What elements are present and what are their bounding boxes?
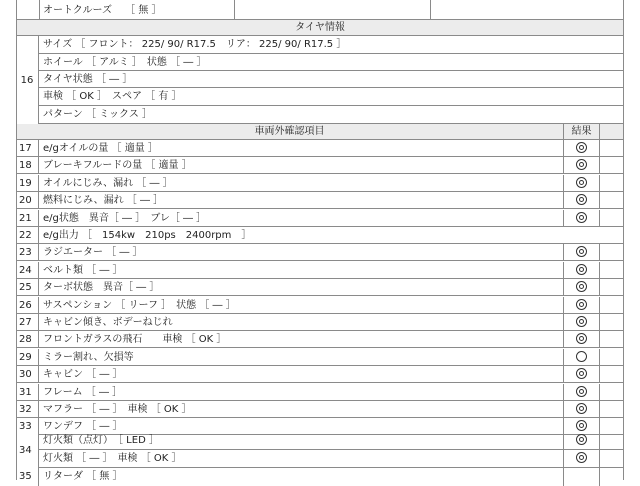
note-cell	[599, 175, 624, 191]
double-circle-icon	[576, 299, 587, 310]
item-number: 29	[16, 349, 39, 365]
result-mark	[563, 401, 599, 417]
double-circle-icon	[576, 403, 587, 414]
note-cell	[599, 331, 624, 347]
tire-line	[16, 54, 624, 71]
note-cell	[599, 140, 624, 156]
copy-icon[interactable]	[599, 124, 624, 139]
note-cell	[599, 314, 624, 330]
result-mark	[563, 244, 599, 260]
double-circle-icon	[576, 452, 587, 463]
table-row	[16, 192, 624, 209]
tire-line-text: タイヤ状態 ［ ― ］	[43, 74, 133, 85]
item-number: 28	[16, 331, 39, 347]
item-text: e/g出力 ［ 154kw 210ps 2400rpm ］	[43, 230, 252, 241]
tire-line	[16, 71, 624, 88]
divider	[430, 0, 431, 20]
double-circle-icon	[576, 194, 587, 205]
note-cell	[599, 384, 624, 400]
tire-line-text: パターン ［ ミックス ］	[43, 109, 153, 120]
note-cell	[599, 468, 624, 486]
result-mark	[563, 349, 599, 365]
tire-line	[16, 106, 624, 124]
table-row	[16, 227, 624, 244]
double-circle-icon	[576, 386, 587, 397]
item-number: 25	[16, 279, 39, 295]
inspection-sheet	[16, 0, 624, 480]
double-circle-icon	[576, 159, 587, 170]
table-row	[16, 366, 624, 383]
divider	[234, 0, 235, 20]
table-row	[16, 210, 624, 227]
double-circle-icon	[576, 246, 587, 257]
double-circle-icon	[576, 264, 587, 275]
double-circle-icon	[576, 434, 587, 445]
note-cell	[599, 450, 624, 467]
note-cell	[599, 279, 624, 295]
item-number: 31	[16, 384, 39, 400]
item-text: 燃料にじみ、漏れ ［ ― ］	[43, 195, 164, 206]
item-text: e/gオイルの量 ［ 適量 ］	[43, 143, 158, 154]
item-text: リターダ ［ 無 ］	[43, 471, 123, 482]
item-text: ベルト類 ［ ― ］	[43, 265, 123, 276]
note-cell	[599, 432, 624, 449]
item-text: ワンデフ ［ ― ］	[43, 421, 123, 432]
double-circle-icon	[576, 281, 587, 292]
result-mark	[563, 279, 599, 295]
double-circle-icon	[576, 420, 587, 431]
tire-line-text: サイズ ［ フロント： 225/ 90/ R17.5 リア： 225/ 90/ R17.5 ］	[43, 39, 347, 50]
note-cell	[599, 262, 624, 278]
note-cell	[599, 366, 624, 382]
table-row	[16, 314, 624, 331]
table-row	[16, 157, 624, 174]
result-cell	[563, 468, 599, 486]
item-number: 27	[16, 314, 39, 330]
tire-section-title: タイヤ情報	[295, 22, 345, 33]
item-number: 35	[16, 468, 39, 486]
item-number: 33	[16, 418, 39, 434]
item-text: e/g状態 異音［ ― ］ ブレ［ ― ］	[43, 213, 207, 224]
circle-icon	[576, 351, 587, 362]
note-cell	[599, 297, 624, 313]
result-mark	[563, 314, 599, 330]
item-text: マフラー ［ ― ］ 車検 ［ OK ］	[43, 404, 192, 415]
item-text: キャビン傾き、ボデーねじれ	[43, 317, 173, 328]
tire-line-text: 車検 ［ OK ］ スペア ［ 有 ］	[43, 91, 182, 102]
tire-section-header	[16, 20, 624, 36]
table-row	[16, 297, 624, 314]
item-number: 24	[16, 262, 39, 278]
item-text: ブレーキフルードの量 ［ 適量 ］	[43, 160, 192, 171]
item-number: 26	[16, 297, 39, 313]
note-cell	[599, 244, 624, 260]
item34-line	[16, 432, 624, 450]
result-mark	[563, 331, 599, 347]
exterior-section-header	[16, 124, 624, 140]
item-number: 19	[16, 175, 39, 191]
note-cell	[599, 192, 624, 208]
item-text: オイルにじみ、漏れ ［ ― ］	[43, 178, 173, 189]
item-number: 22	[16, 227, 39, 243]
item34-text: 灯火類（点灯） ［ LED ］	[43, 435, 159, 446]
note-cell	[599, 401, 624, 417]
result-mark	[563, 297, 599, 313]
result-mark	[563, 210, 599, 226]
tire-line	[16, 88, 624, 106]
table-row	[16, 175, 624, 192]
note-cell	[599, 210, 624, 226]
table-row	[16, 384, 624, 401]
item-number: 17	[16, 140, 39, 156]
table-row	[16, 244, 624, 261]
double-circle-icon	[576, 368, 587, 379]
double-circle-icon	[576, 333, 587, 344]
note-cell	[599, 349, 624, 365]
note-cell	[599, 157, 624, 173]
result-mark	[563, 157, 599, 173]
result-mark	[563, 384, 599, 400]
item-number: 21	[16, 210, 39, 226]
item-text: フロントガラスの飛石 車検 ［ OK ］	[43, 334, 227, 345]
result-mark	[563, 432, 599, 449]
table-row	[16, 279, 624, 296]
divider	[39, 0, 40, 20]
double-circle-icon	[576, 177, 587, 188]
result-mark	[563, 140, 599, 156]
result-mark	[563, 175, 599, 191]
item-number: 20	[16, 192, 39, 208]
item-text: ラジエーター ［ ― ］	[43, 247, 143, 258]
item35-row	[16, 468, 624, 486]
item34-number: 34	[16, 432, 39, 468]
tire-line	[16, 36, 624, 54]
item-number: 18	[16, 157, 39, 173]
item-text: サスペンション ［ リーフ ］ 状態 ［ ― ］	[43, 300, 236, 311]
exterior-section-title: 車両外確認項目	[254, 126, 325, 137]
table-row	[16, 401, 624, 418]
result-mark	[563, 366, 599, 382]
tire-section-number: 16	[16, 36, 39, 124]
item-number: 23	[16, 244, 39, 260]
double-circle-icon	[576, 142, 587, 153]
result-header: 結果	[563, 124, 599, 139]
item-text: ミラー割れ、欠損等	[43, 352, 134, 363]
table-row	[16, 349, 624, 366]
item34-text: 灯火類 ［ ― ］ 車検 ［ OK ］	[43, 453, 182, 464]
table-row	[16, 331, 624, 348]
item-number: 30	[16, 366, 39, 382]
result-mark	[563, 262, 599, 278]
cruise-label: オートクルーズ ［ 無 ］	[43, 5, 162, 16]
item-number: 32	[16, 401, 39, 417]
item34-line	[16, 450, 624, 468]
tire-line-text: ホイール ［ アルミ ］ 状態 ［ ― ］	[43, 57, 207, 68]
result-mark	[563, 450, 599, 467]
table-row	[16, 140, 624, 157]
double-circle-icon	[576, 212, 587, 223]
item-text: キャビン ［ ― ］	[43, 369, 123, 380]
item-text: ターボ状態 異音［ ― ］	[43, 282, 160, 293]
double-circle-icon	[576, 316, 587, 327]
item-text: フレーム ［ ― ］	[43, 387, 123, 398]
cruise-row	[16, 0, 624, 20]
table-row	[16, 262, 624, 279]
result-mark	[563, 192, 599, 208]
